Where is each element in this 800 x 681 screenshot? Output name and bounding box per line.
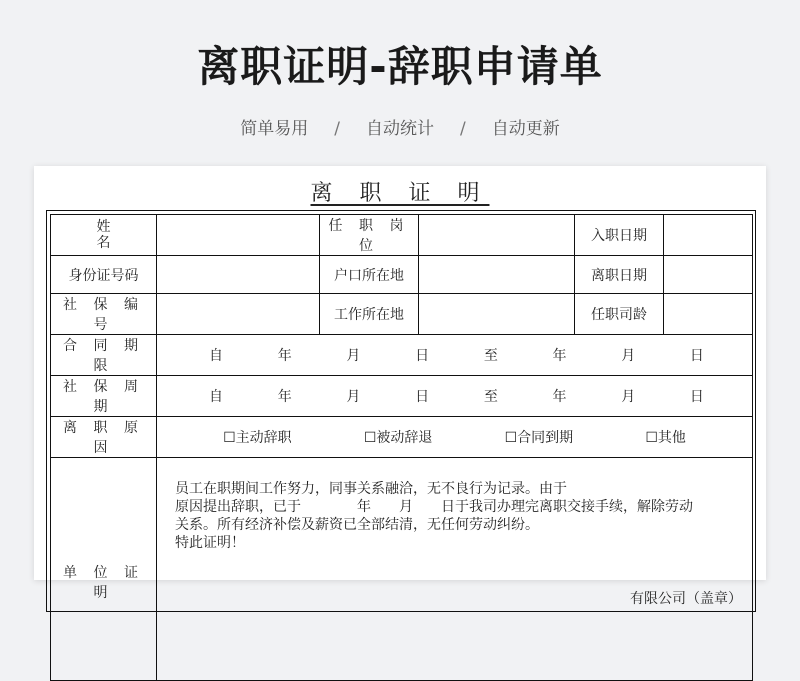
separator: /	[334, 119, 340, 139]
label-id-number: 身份证号码	[51, 256, 157, 294]
document-heading: 离 职 证 明	[310, 181, 490, 206]
label-unit-cert: 单 位 证 明	[51, 458, 157, 681]
label-tenure: 任职司龄	[575, 294, 664, 335]
label-work-place: 工作所在地	[320, 294, 419, 335]
company-seal-signature: 有限公司（盖章）	[630, 591, 742, 607]
cert-line: 关系。所有经济补偿及薪资已全部结清，无任何劳动纠纷。	[175, 517, 539, 533]
tenure-field[interactable]	[664, 294, 753, 335]
feature-tagline	[0, 114, 800, 139]
label-leave-date: 离职日期	[575, 256, 664, 294]
label-hire-date: 入职日期	[575, 215, 664, 256]
certificate-text	[157, 458, 753, 681]
page-title: 离职证明-辞职申请单	[197, 42, 603, 91]
label-leave-reason: 离 职 原 因	[51, 417, 157, 458]
contract-period-field[interactable]: 自 年 月 日 至 年 月 日	[157, 335, 753, 376]
feature-auto-stats: 自动统计	[366, 119, 434, 139]
social-no-field[interactable]	[157, 294, 320, 335]
leave-date-field[interactable]	[664, 256, 753, 294]
cert-line: 员工在职期间工作努力，同事关系融洽，无不良行为记录。由于	[175, 481, 567, 497]
cert-line: 原因提出辞职，已于 年 月 日于我司办理完离职交接手续，解除劳动	[175, 499, 693, 515]
social-period-field[interactable]: 自 年 月 日 至 年 月 日	[157, 376, 753, 417]
label-contract-period: 合 同 期 限	[51, 335, 157, 376]
name-field[interactable]	[157, 215, 320, 256]
resignation-form-table	[50, 214, 753, 681]
id-number-field[interactable]	[157, 256, 320, 294]
label-hukou: 户口所在地	[320, 256, 419, 294]
work-place-field[interactable]	[419, 294, 575, 335]
feature-auto-update: 自动更新	[491, 119, 560, 139]
reason-checkbox-other[interactable]: ☐ 其他	[645, 427, 686, 447]
form-frame	[46, 210, 756, 612]
reason-checkbox-contract-end[interactable]: ☐ 合同到期	[505, 427, 574, 447]
document-sheet	[34, 166, 766, 607]
hire-date-field[interactable]	[664, 215, 753, 256]
feature-easy: 简单易用	[240, 119, 309, 139]
cert-line: 特此证明！	[175, 535, 245, 551]
label-social-no: 社 保 编 号	[51, 294, 157, 335]
separator: /	[460, 119, 466, 139]
label-social-period: 社 保 周 期	[51, 376, 157, 417]
label-name: 姓 名	[51, 215, 157, 256]
reason-checkbox-dismissed[interactable]: ☐ 被动辞退	[364, 427, 433, 447]
position-field[interactable]	[419, 215, 575, 256]
reason-checkbox-voluntary[interactable]: ☐ 主动辞职	[223, 427, 292, 447]
hukou-field[interactable]	[419, 256, 575, 294]
label-position: 任 职 岗 位	[320, 215, 419, 256]
leave-reason-options	[157, 417, 753, 458]
